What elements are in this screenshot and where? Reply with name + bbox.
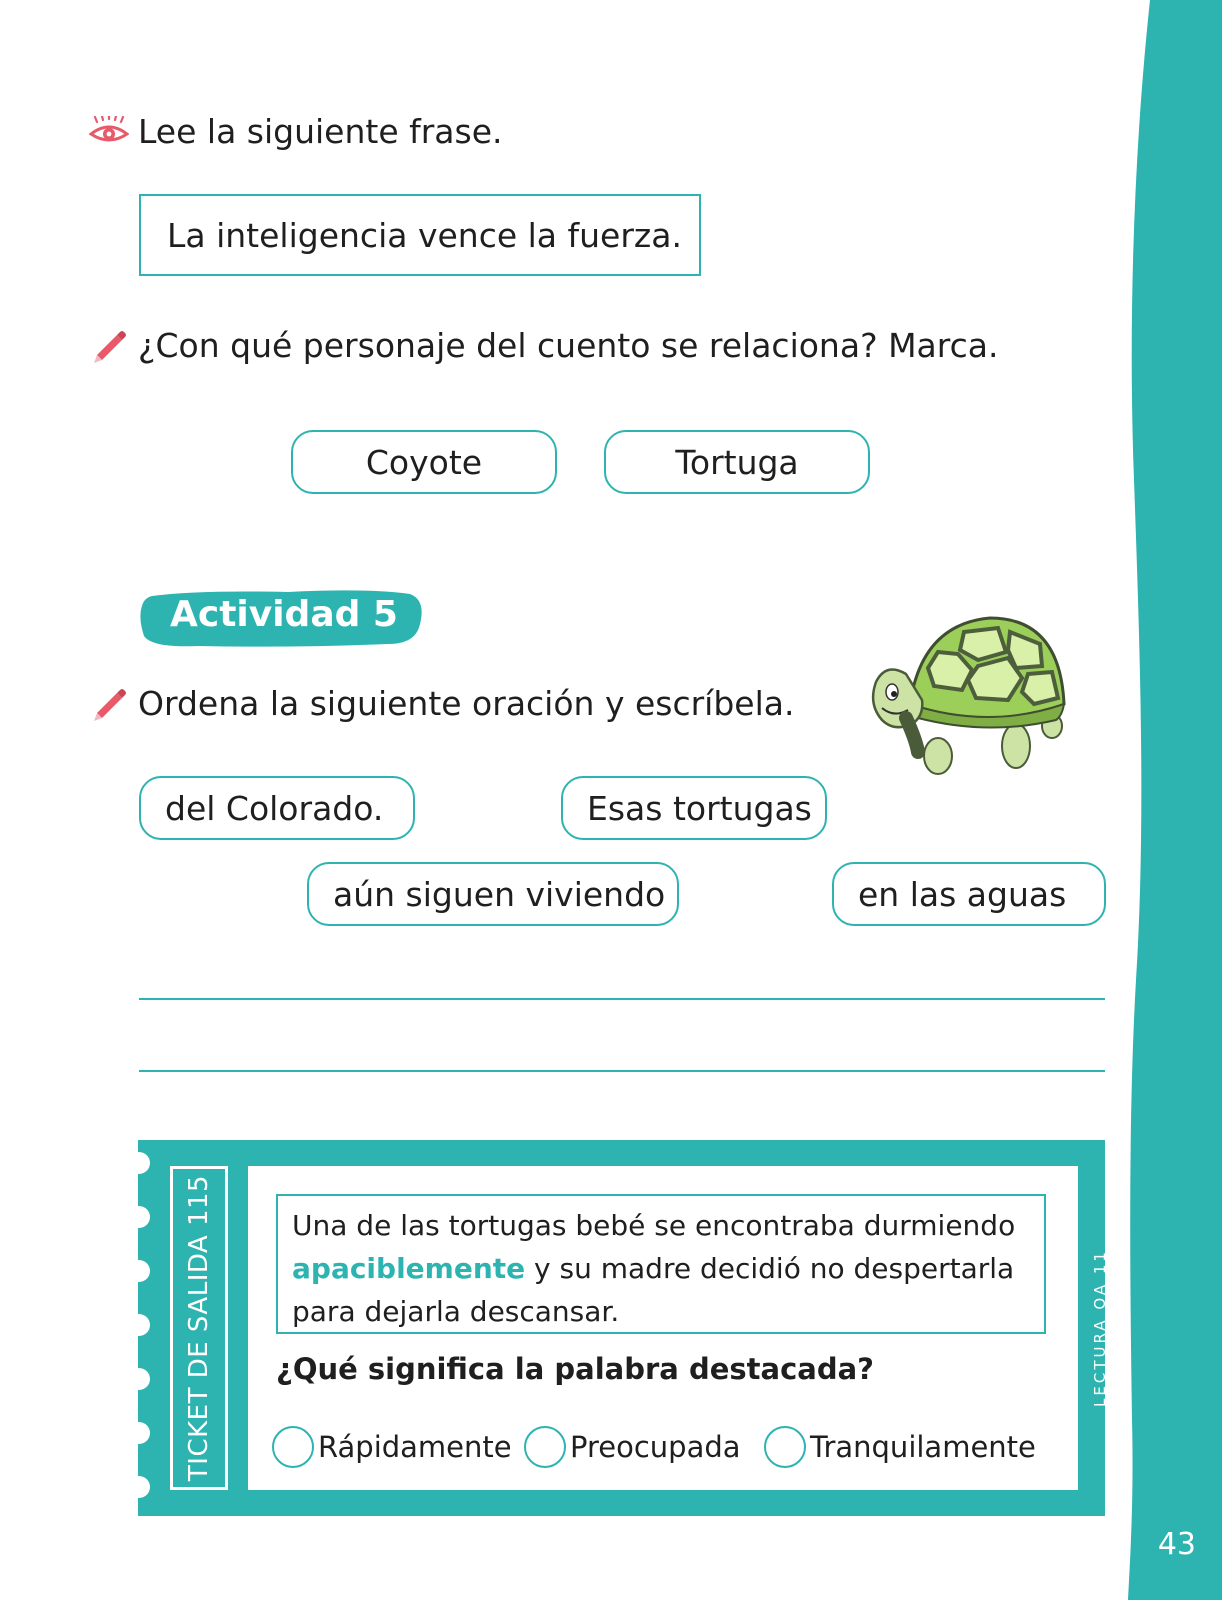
word-chip[interactable] (139, 776, 415, 840)
option-label: Preocupada (570, 1430, 741, 1464)
radio-button[interactable] (524, 1426, 566, 1468)
word-chip-label: del Colorado. (165, 788, 384, 828)
ticket-perforation (128, 1314, 150, 1336)
order-instruction (88, 682, 794, 724)
ticket-side-label-text: LECTURA OA 11 (1091, 1249, 1109, 1407)
ticket-question: ¿Qué significa la palabra destacada? (276, 1352, 874, 1386)
turtle-illustration (866, 608, 1078, 778)
choice-tortuga-label: Tortuga (675, 442, 799, 482)
ticket-passage (276, 1194, 1046, 1334)
activity-title: Actividad 5 (170, 594, 398, 635)
option-rapidamente[interactable] (272, 1426, 512, 1468)
writing-line[interactable] (139, 998, 1105, 1000)
ticket-perforation (128, 1476, 150, 1498)
ticket-side-label (1088, 1140, 1112, 1516)
option-preocupada[interactable] (524, 1426, 741, 1468)
ticket-perforation (128, 1260, 150, 1282)
ticket-perforation (128, 1152, 150, 1174)
passage-text-after: y su madre decidió no despertarla para dejarla descansar. (292, 1252, 1015, 1328)
activity-badge (138, 588, 424, 650)
exit-ticket (138, 1140, 1109, 1516)
mark-instruction-text: ¿Con qué personaje del cuento se relaciona? Marca. (138, 325, 999, 365)
ticket-label (170, 1166, 228, 1490)
word-chip-label: aún siguen viviendo (333, 874, 666, 914)
passage-text-before: Una de las tortugas bebé se encontraba durmiendo (292, 1209, 1016, 1242)
phrase-box (139, 194, 701, 276)
mark-instruction (88, 324, 998, 366)
choice-coyote-label: Coyote (365, 442, 483, 482)
word-chip-label: Esas tortugas (587, 788, 812, 828)
ticket-perforation (128, 1206, 150, 1228)
word-chip[interactable] (832, 862, 1106, 926)
read-instruction (88, 110, 503, 152)
pencil-icon (88, 324, 130, 366)
pencil-icon (88, 682, 130, 724)
ticket-content (248, 1166, 1078, 1490)
word-chip[interactable] (307, 862, 679, 926)
radio-button[interactable] (764, 1426, 806, 1468)
option-tranquilamente[interactable] (764, 1426, 1036, 1468)
ticket-perforation (128, 1422, 150, 1444)
page-number: 43 (1157, 1527, 1196, 1562)
side-band (1122, 0, 1222, 1600)
word-chip-label: en las aguas (858, 874, 1067, 914)
choice-tortuga[interactable] (604, 430, 870, 494)
option-label: Tranquilamente (810, 1430, 1036, 1464)
writing-line[interactable] (139, 1070, 1105, 1072)
word-chip[interactable] (561, 776, 827, 840)
read-instruction-text: Lee la siguiente frase. (138, 111, 503, 151)
eye-icon (88, 110, 130, 152)
order-instruction-text: Ordena la siguiente oración y escríbela. (138, 683, 795, 723)
ticket-perforation (128, 1368, 150, 1390)
ticket-label-text: TICKET DE SALIDA 115 (184, 1174, 214, 1482)
phrase-text: La inteligencia vence la fuerza. (167, 215, 682, 255)
radio-button[interactable] (272, 1426, 314, 1468)
highlighted-word: apaciblemente (292, 1252, 526, 1285)
choice-coyote[interactable] (291, 430, 557, 494)
option-label: Rápidamente (318, 1430, 512, 1464)
